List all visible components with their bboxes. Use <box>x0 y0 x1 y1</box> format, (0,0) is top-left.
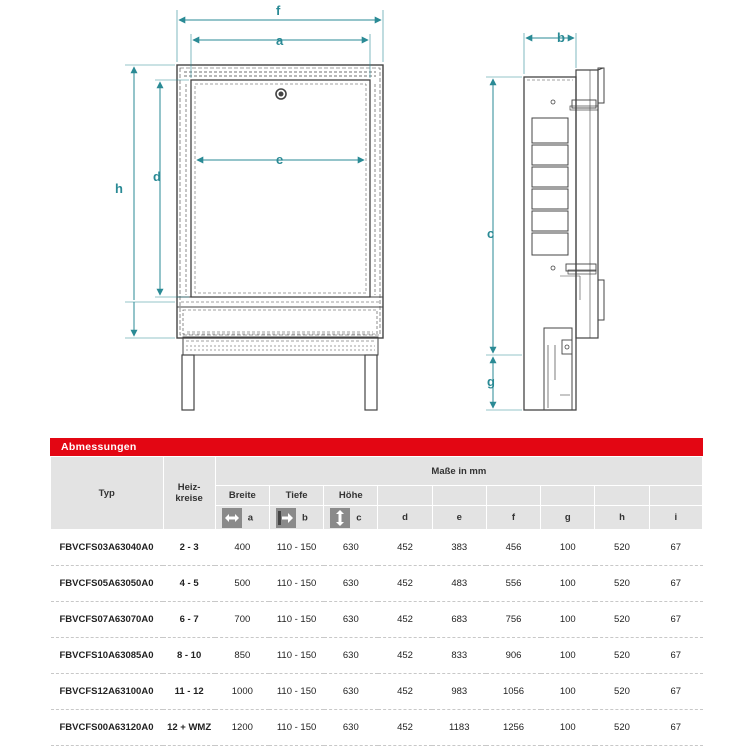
cell-heiz: 12 + WMZ <box>163 710 215 746</box>
cell-e: 833 <box>432 638 486 674</box>
cell-b: 110 - 150 <box>269 710 323 746</box>
cell-d: 452 <box>378 602 432 638</box>
cell-a: 400 <box>215 530 269 566</box>
cell-e: 483 <box>432 566 486 602</box>
cell-h: 520 <box>595 710 649 746</box>
cell-f: 1056 <box>486 674 540 710</box>
cell-d: 452 <box>378 638 432 674</box>
header-b-label: b <box>301 512 308 524</box>
header-d: d <box>378 506 432 530</box>
header-g: g <box>541 506 595 530</box>
cell-heiz: 6 - 7 <box>163 602 215 638</box>
cell-i: 67 <box>649 674 702 710</box>
cell-g: 100 <box>541 638 595 674</box>
cell-g: 100 <box>541 710 595 746</box>
cell-a: 500 <box>215 566 269 602</box>
header-c <box>324 506 378 530</box>
header-h: h <box>595 506 649 530</box>
cell-c: 630 <box>324 674 378 710</box>
dim-label-g: g <box>487 374 495 389</box>
header-blank-e <box>432 486 486 506</box>
dim-label-a: a <box>276 33 284 48</box>
cell-heiz: 8 - 10 <box>163 638 215 674</box>
cell-g: 100 <box>541 674 595 710</box>
cell-heiz: 2 - 3 <box>163 530 215 566</box>
header-heizkreise: Heiz- kreise <box>163 457 215 530</box>
cell-d: 452 <box>378 710 432 746</box>
cell-c: 630 <box>324 638 378 674</box>
cell-i: 67 <box>649 530 702 566</box>
front-dimensions <box>125 10 383 338</box>
cell-typ: FBVCFS05A63050A0 <box>51 566 164 602</box>
section-title-bar: Abmessungen <box>50 438 703 456</box>
cell-h: 520 <box>595 530 649 566</box>
cell-a: 850 <box>215 638 269 674</box>
dim-label-d: d <box>153 169 161 184</box>
cell-i: 67 <box>649 566 702 602</box>
cell-d: 452 <box>378 566 432 602</box>
header-blank-i <box>649 486 702 506</box>
cell-typ: FBVCFS03A63040A0 <box>51 530 164 566</box>
cell-f: 756 <box>486 602 540 638</box>
cell-g: 100 <box>541 566 595 602</box>
header-a-label: a <box>247 512 254 524</box>
cell-c: 630 <box>324 530 378 566</box>
cell-i: 67 <box>649 710 702 746</box>
cell-typ: FBVCFS12A63100A0 <box>51 674 164 710</box>
cell-typ: FBVCFS10A63085A0 <box>51 638 164 674</box>
cell-g: 100 <box>541 530 595 566</box>
cell-e: 683 <box>432 602 486 638</box>
header-typ: Typ <box>51 457 164 530</box>
header-blank-d <box>378 486 432 506</box>
cell-b: 110 - 150 <box>269 566 323 602</box>
cell-f: 556 <box>486 566 540 602</box>
header-tiefe: Tiefe <box>269 486 323 506</box>
cell-f: 1256 <box>486 710 540 746</box>
header-b <box>269 506 323 530</box>
dim-label-c: c <box>487 226 495 241</box>
table-row <box>51 602 703 638</box>
cell-i: 67 <box>649 602 702 638</box>
cell-b: 110 - 150 <box>269 638 323 674</box>
cell-e: 983 <box>432 674 486 710</box>
cell-c: 630 <box>324 566 378 602</box>
cell-b: 110 - 150 <box>269 530 323 566</box>
cell-typ: FBVCFS00A63120A0 <box>51 710 164 746</box>
cell-a: 1000 <box>215 674 269 710</box>
cell-b: 110 - 150 <box>269 602 323 638</box>
header-c-label: c <box>356 512 362 524</box>
dimensions-table <box>50 456 703 746</box>
cell-a: 700 <box>215 602 269 638</box>
cell-a: 1200 <box>215 710 269 746</box>
cell-c: 630 <box>324 710 378 746</box>
cell-g: 100 <box>541 602 595 638</box>
header-breite: Breite <box>215 486 269 506</box>
cell-i: 67 <box>649 638 702 674</box>
header-blank-h <box>595 486 649 506</box>
cell-f: 906 <box>486 638 540 674</box>
depth-arrow-icon <box>276 508 296 528</box>
dim-label-b: b <box>557 30 565 45</box>
table-row <box>51 674 703 710</box>
header-e: e <box>432 506 486 530</box>
header-masse: Maße in mm <box>215 457 702 486</box>
header-hoehe: Höhe <box>324 486 378 506</box>
cell-e: 1183 <box>432 710 486 746</box>
header-f: f <box>486 506 540 530</box>
cell-h: 520 <box>595 638 649 674</box>
table-row <box>51 638 703 674</box>
cell-heiz: 11 - 12 <box>163 674 215 710</box>
cell-f: 456 <box>486 530 540 566</box>
height-arrows-icon <box>330 508 350 528</box>
cell-h: 520 <box>595 602 649 638</box>
cell-e: 383 <box>432 530 486 566</box>
cell-heiz: 4 - 5 <box>163 566 215 602</box>
side-dimensions <box>486 33 576 410</box>
width-arrows-icon <box>222 508 242 528</box>
header-blank-g <box>541 486 595 506</box>
dim-label-h: h <box>115 181 123 196</box>
side-view <box>524 68 604 410</box>
header-i: i <box>649 506 702 530</box>
table-row <box>51 710 703 746</box>
dim-label-e: e <box>276 152 284 167</box>
cell-h: 520 <box>595 566 649 602</box>
header-a <box>215 506 269 530</box>
cell-h: 520 <box>595 674 649 710</box>
cell-typ: FBVCFS07A63070A0 <box>51 602 164 638</box>
cell-d: 452 <box>378 530 432 566</box>
table-row <box>51 566 703 602</box>
cell-c: 630 <box>324 602 378 638</box>
dim-label-f: f <box>276 3 281 18</box>
header-blank-f <box>486 486 540 506</box>
front-view <box>177 65 383 410</box>
cell-d: 452 <box>378 674 432 710</box>
table-row <box>51 530 703 566</box>
cell-b: 110 - 150 <box>269 674 323 710</box>
